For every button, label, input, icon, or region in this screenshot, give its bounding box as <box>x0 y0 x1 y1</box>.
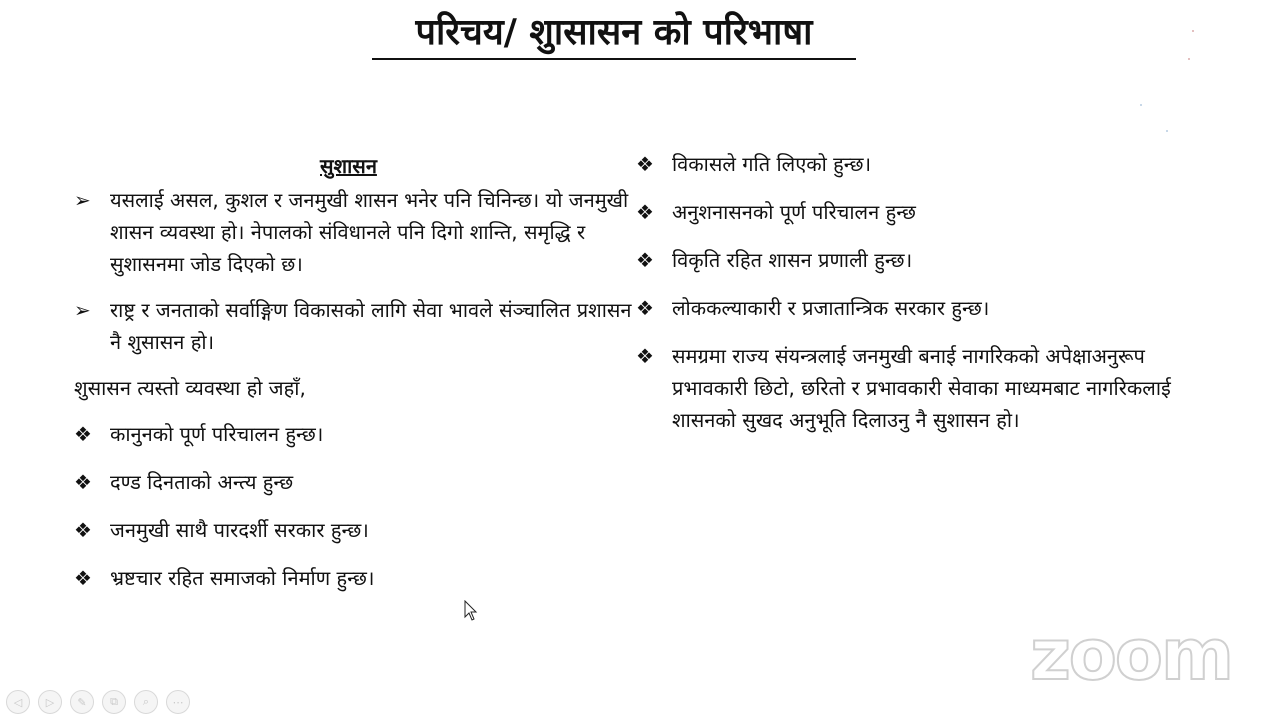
section-heading: सुशासन <box>320 154 377 178</box>
diamond-bullet-icon: ❖ <box>74 470 92 494</box>
left-column <box>74 150 634 610</box>
arrow-bullet-icon: ➢ <box>74 188 91 212</box>
right-column <box>636 148 1196 452</box>
paragraph-item <box>74 184 634 280</box>
paragraph-text: राष्ट्र र जनताको सर्वाङ्गिण विकासको लागि सेवा भावले संञ्चालित प्रशासन नै शुसासन हो। <box>110 298 632 354</box>
list-item <box>74 466 634 498</box>
list-item <box>74 514 634 546</box>
diamond-bullet-icon: ❖ <box>636 152 654 176</box>
list-item-text: विकासले गति लिएको हुन्छ। <box>672 152 872 176</box>
decorative-dot <box>1188 58 1190 60</box>
zoom-watermark-logo: zoom <box>1030 614 1232 696</box>
pen-icon[interactable]: ✎ <box>70 690 94 714</box>
list-item <box>636 196 1196 228</box>
arrow-bullet-icon: ➢ <box>74 298 91 322</box>
paragraph-item <box>74 294 634 358</box>
list-item-text: भ्रष्टचार रहित समाजको निर्माण हुन्छ। <box>110 566 375 590</box>
intro-text: शुसासन त्यस्तो व्यवस्था हो जहाँ, <box>74 376 306 400</box>
list-item-text: जनमुखी साथै पारदर्शी सरकार हुन्छ। <box>110 518 369 542</box>
decorative-dot <box>1140 104 1142 106</box>
decorative-dot <box>1166 130 1168 132</box>
zoom-icon[interactable]: ⌕ <box>134 690 158 714</box>
diamond-bullet-icon: ❖ <box>636 344 654 368</box>
list-item <box>636 292 1196 324</box>
list-item <box>74 418 634 450</box>
paragraph-text: यसलाई असल, कुशल र जनमुखी शासन भनेर पनि चिनिन्छ। यो जनमुखी शासन व्यवस्था हो। नेपालको संविधानले पनि दिगो शान्ति, समृद्धि र सुशासनमा जोड दिएको छ। <box>110 188 629 276</box>
more-icon[interactable]: ⋯ <box>166 690 190 714</box>
copy-icon[interactable]: ⧉ <box>102 690 126 714</box>
list-item <box>636 244 1196 276</box>
decorative-dot <box>1192 30 1194 32</box>
back-icon[interactable]: ◁ <box>6 690 30 714</box>
list-item-text: कानुनको पूर्ण परिचालन हुन्छ। <box>110 422 324 446</box>
diamond-bullet-icon: ❖ <box>74 518 92 542</box>
mouse-cursor-icon <box>464 600 478 622</box>
list-item <box>74 562 634 594</box>
diamond-bullet-icon: ❖ <box>74 422 92 446</box>
diamond-bullet-icon: ❖ <box>636 248 654 272</box>
diamond-bullet-icon: ❖ <box>636 296 654 320</box>
diamond-bullet-icon: ❖ <box>636 200 654 224</box>
list-item-text: लोककल्याकारी र प्रजातान्त्रिक सरकार हुन्छ। <box>672 296 990 320</box>
list-item <box>636 340 1196 436</box>
diamond-bullet-icon: ❖ <box>74 566 92 590</box>
presentation-toolbar <box>6 690 190 714</box>
slide-title: परिचय/ शुासासन को परिभाषा <box>372 8 856 60</box>
list-item-text: दण्ड दिनताको अन्त्य हुन्छ <box>110 470 294 494</box>
forward-icon[interactable]: ▷ <box>38 690 62 714</box>
list-item-text: समग्रमा राज्य संयन्त्रलाई जनमुखी बनाई नागरिकको अपेक्षाअनुरूप प्रभावकारी छिटो, छरितो र प्रभावकारी सेवाका माध्यमबाट नागरिकलाई शासनको सुखद अनुभूति दिलाउनु नै सुशासन हो। <box>672 344 1171 432</box>
list-item-text: अनुशनासनको पूर्ण परिचालन हुन्छ <box>672 200 916 224</box>
list-item <box>636 148 1196 180</box>
list-item-text: विकृति रहित शासन प्रणाली हुन्छ। <box>672 248 913 272</box>
